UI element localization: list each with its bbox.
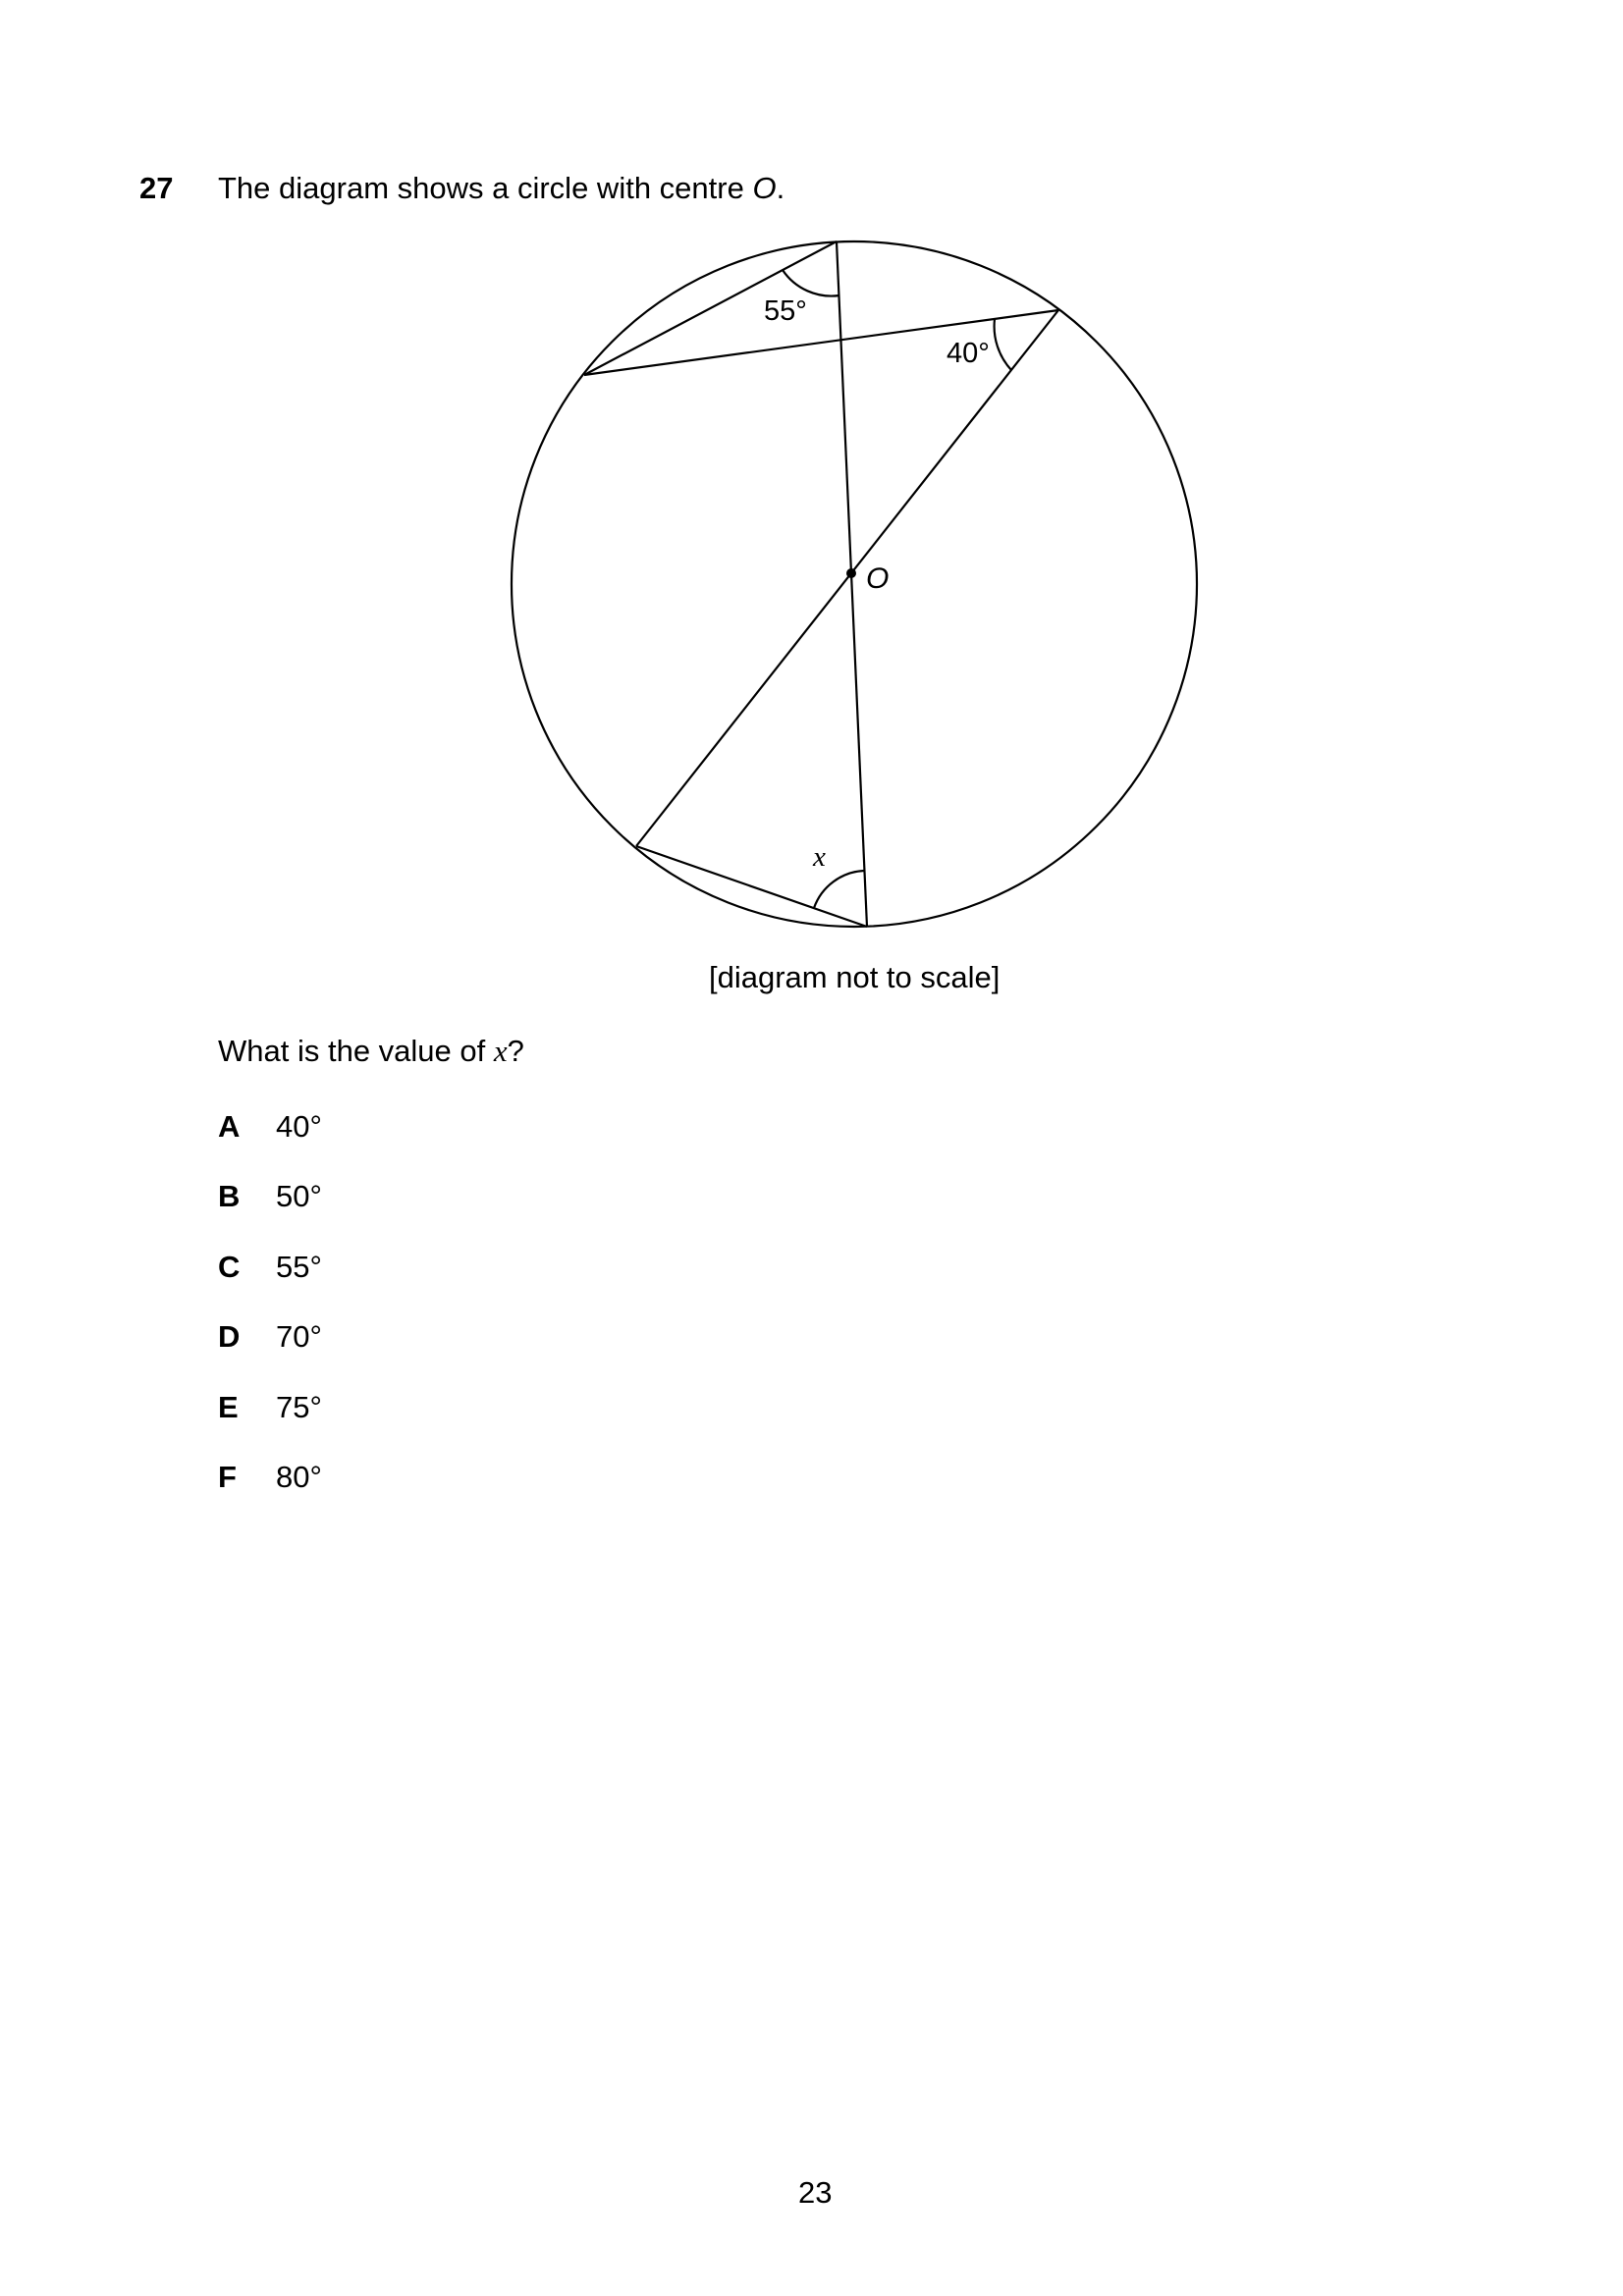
option-letter: D [218,1319,241,1355]
option-value: 50° [276,1179,322,1214]
prompt-text: What is the value of [218,1034,494,1068]
angle-label-x: x [813,841,826,873]
centre-label: O [866,562,890,595]
arc-angle-x [814,871,864,908]
arc-angle-40 [995,319,1011,370]
diameter-top-bottom [837,241,867,927]
chord-bottom-left-to-bottom [636,846,867,927]
option-letter: C [218,1249,241,1284]
circle-diagram [0,0,1623,1080]
diagram-caption: [diagram not to scale] [709,960,1001,994]
option-value: 40° [276,1109,322,1144]
arc-angle-55 [783,270,839,296]
circle-outline [512,241,1197,927]
prompt-suffix: ? [507,1034,524,1068]
diameter-right-bottom-left [636,310,1058,846]
question-prompt [218,1034,524,1069]
option-letter: F [218,1459,237,1494]
option-letter: E [218,1389,239,1424]
angle-label-40: 40° [947,338,990,369]
option-letter: A [218,1109,241,1144]
angle-label-55: 55° [764,295,807,327]
centre-point [846,568,856,578]
question-number: 27 [139,171,174,205]
prompt-variable: x [493,1034,508,1068]
option-value: 75° [276,1389,322,1424]
option-value: 80° [276,1459,322,1494]
page-number: 23 [798,2175,833,2210]
stem-centre-label: O [752,171,777,205]
option-value: 70° [276,1319,322,1355]
option-value: 55° [276,1249,322,1284]
stem-text: The diagram shows a circle with centre [218,171,753,205]
option-letter: B [218,1179,241,1214]
stem-suffix: . [776,171,785,205]
